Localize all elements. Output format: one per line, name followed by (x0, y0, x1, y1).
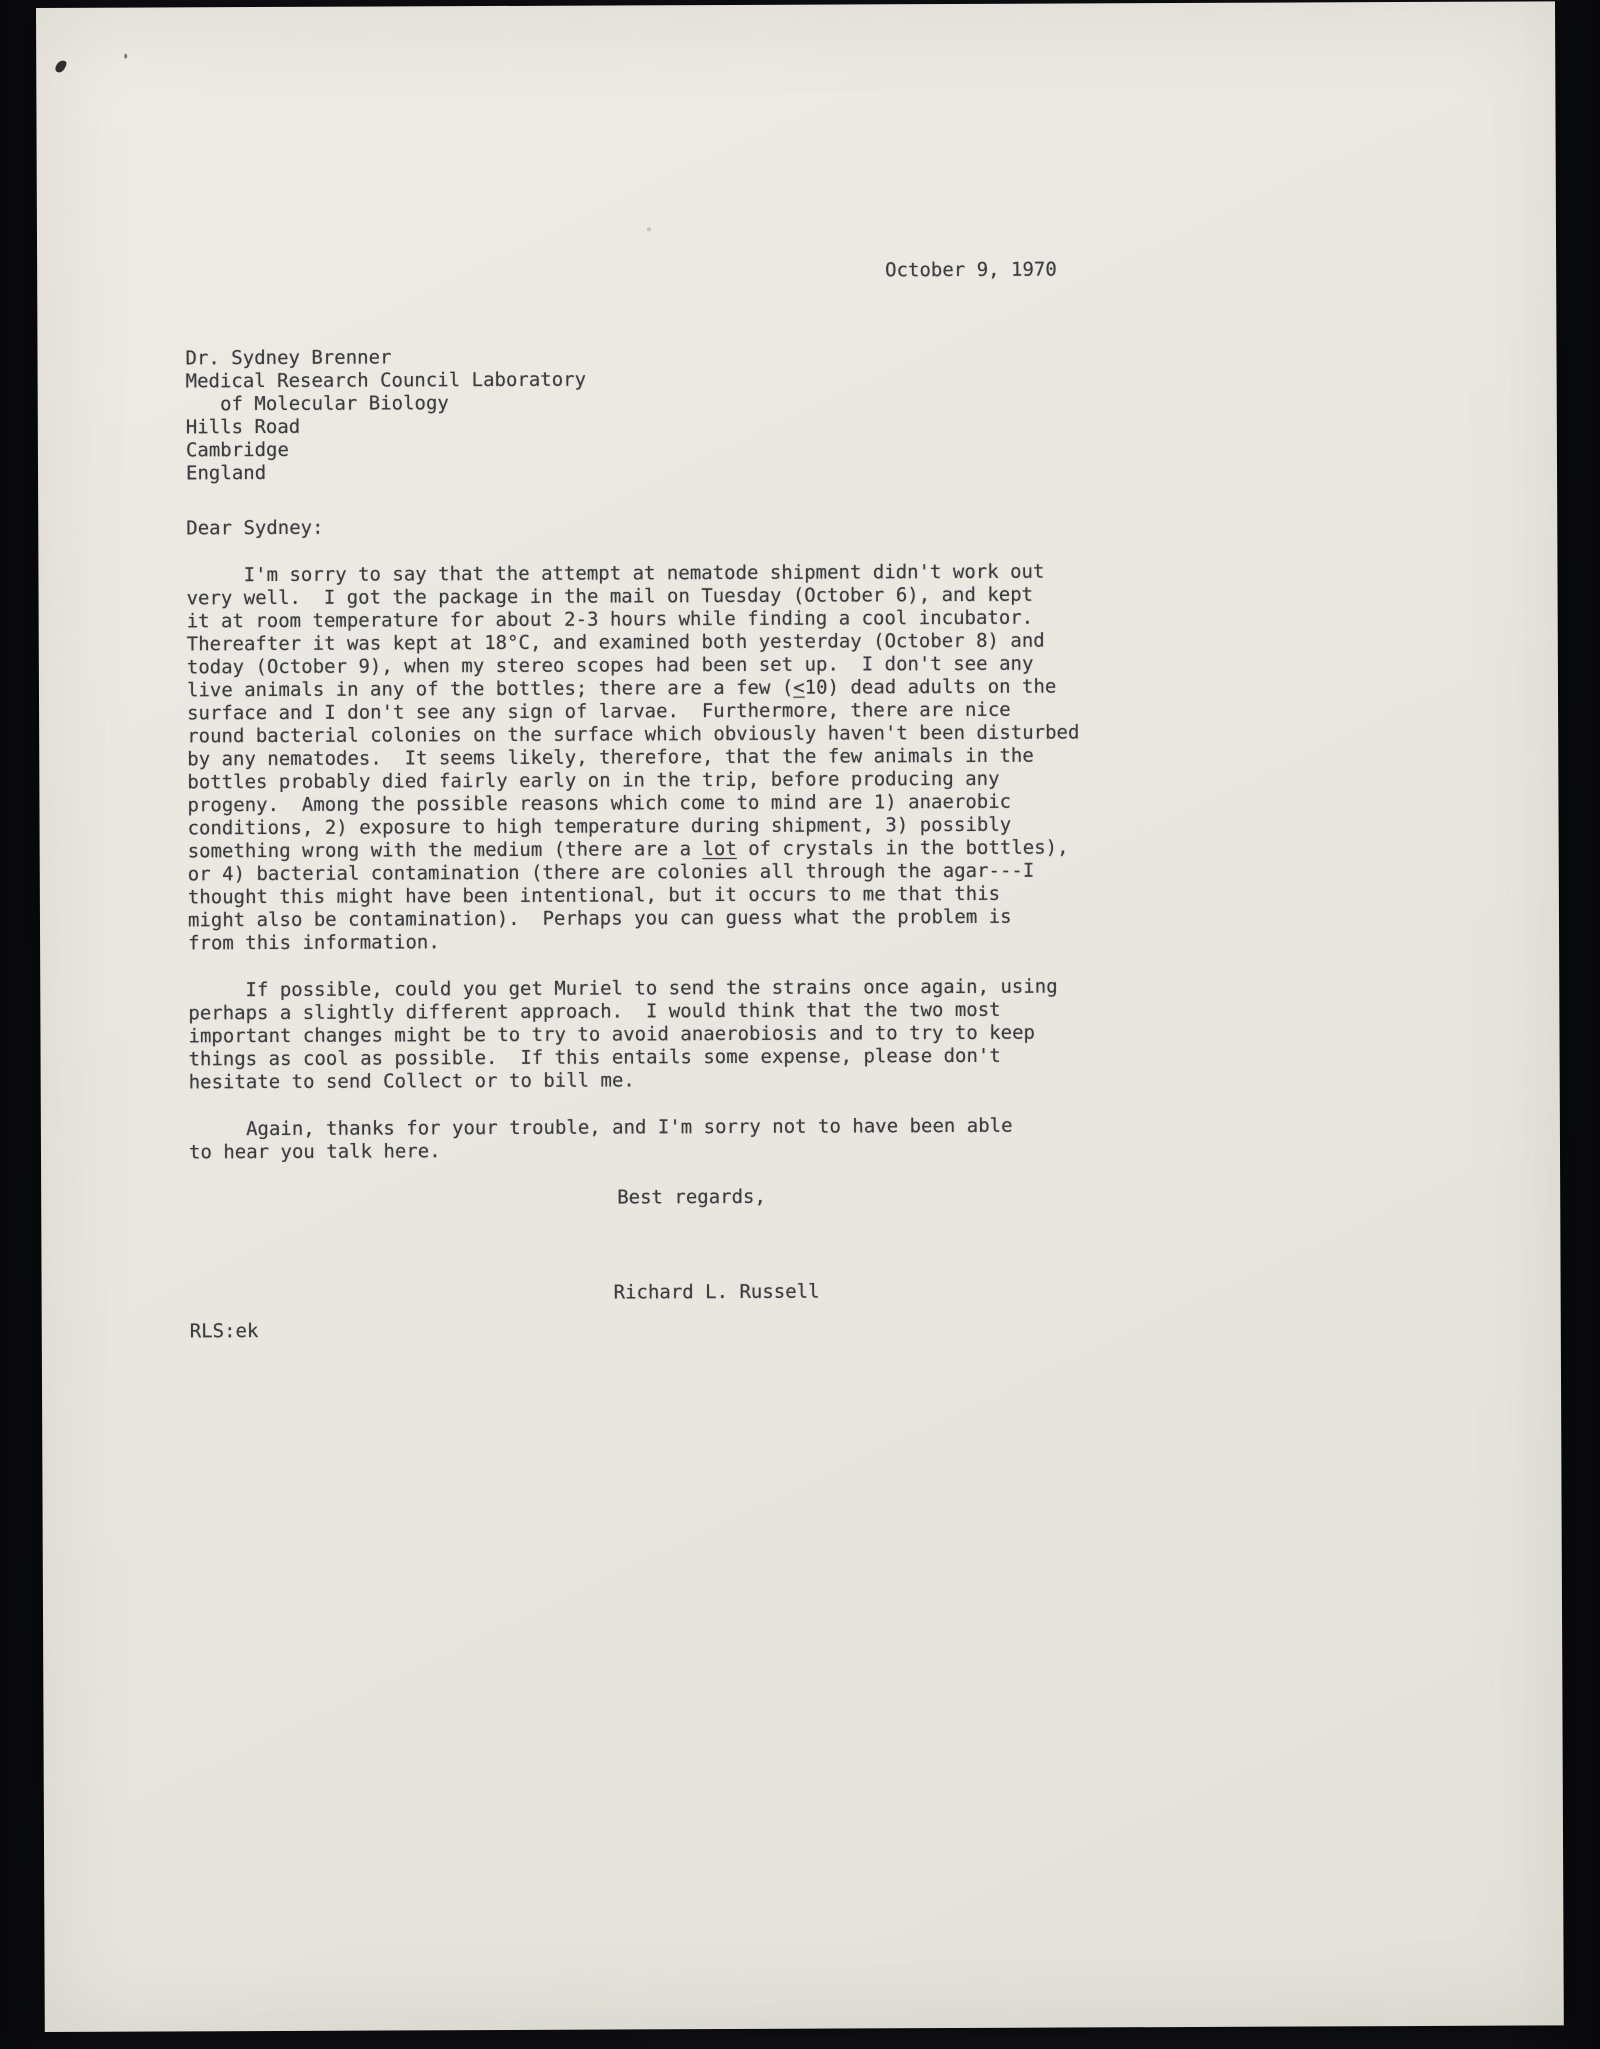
body-text-segment: something wrong with the medium (there are a (187, 838, 703, 863)
body-line: it at room temperature for about 2-3 hours while finding a cool incubator. (186, 606, 1034, 633)
body-line: from this information. (188, 931, 440, 955)
body-text-segment: of crystals in the bottles), (736, 836, 1069, 860)
body-line: round bacterial colonies on the surface which obviously haven't been disturbed (187, 721, 1080, 748)
body-line: thought this might have been intentional, but it occurs to me that this (187, 882, 1001, 909)
address-line: Medical Research Council Laboratory (185, 368, 587, 393)
typist-initials: RLS:ek (189, 1320, 259, 1343)
body-line: might also be contamination). Perhaps you can guess what the problem is (187, 905, 1012, 932)
body-paragraph-1 (186, 559, 1499, 956)
body-line: to hear you talk here. (188, 1140, 441, 1164)
body-line: by any nematodes. It seems likely, therefore, that the few animals in the (187, 744, 1034, 771)
address-line: Hills Road (185, 415, 301, 439)
body-line: Again, thanks for your trouble, and I'm sorry not to have been able (188, 1114, 1013, 1141)
body-line: Thereafter it was kept at 18°C, and examined both yesterday (October 8) and (186, 629, 1045, 656)
body-line: I'm sorry to say that the attempt at nematode shipment didn't work out (186, 560, 1045, 587)
body-line: hesitate to send Collect or to bill me. (188, 1069, 635, 1094)
body-paragraph-3 (189, 1113, 1500, 1165)
body-line: conditions, 2) exposure to high temperature during shipment, 3) possibly (187, 813, 1012, 840)
body-line: things as cool as possible. If this entails some expense, please don't (188, 1044, 1001, 1071)
body-line: If possible, could you get Muriel to send the strains once again, using (188, 975, 1058, 1002)
body-line: very well. I got the package in the mail on Tuesday (October 6), and kept (186, 583, 1034, 610)
body-line: or 4) bacterial contamination (there are colonies all through the agar---I (187, 859, 1035, 886)
address-line: Cambridge (185, 438, 289, 462)
closing: Best regards, (617, 1185, 766, 1209)
body-line: progeny. Among the possible reasons which come to mind are 1) anaerobic (187, 790, 1012, 817)
body-text-segment: live animals in any of the bottles; there are a few ( (186, 676, 794, 702)
underlined-text: lot (702, 837, 737, 861)
body-text-segment: 10) dead adults on the (804, 675, 1057, 699)
body-line: today (October 9), when my stereo scopes had been set up. I don't see any (186, 652, 1034, 679)
body-line: bottles probably died fairly early on in the trip, before producing any (187, 767, 1000, 794)
recipient-address (185, 342, 1497, 486)
letter-content (36, 1, 1561, 1344)
salutation: Dear Sydney: (186, 516, 324, 540)
body-paragraph-2 (188, 974, 1499, 1095)
body-line: perhaps a slightly different approach. I would think that the two most (188, 998, 1001, 1025)
body-line: surface and I don't see any sign of larvae. Furthermore, there are nice (187, 698, 1011, 725)
body-line: important changes might be to try to avoid anaerobiosis and to try to keep (188, 1021, 1036, 1048)
address-line: of Molecular Biology (185, 392, 449, 416)
underlined-text: < (793, 676, 805, 699)
letter-date: October 9, 1970 (885, 258, 1057, 282)
letter-page (36, 1, 1564, 2032)
signature-name: Richard L. Russell (613, 1280, 820, 1304)
address-line: England (185, 462, 267, 485)
address-line: Dr. Sydney Brenner (185, 346, 392, 370)
